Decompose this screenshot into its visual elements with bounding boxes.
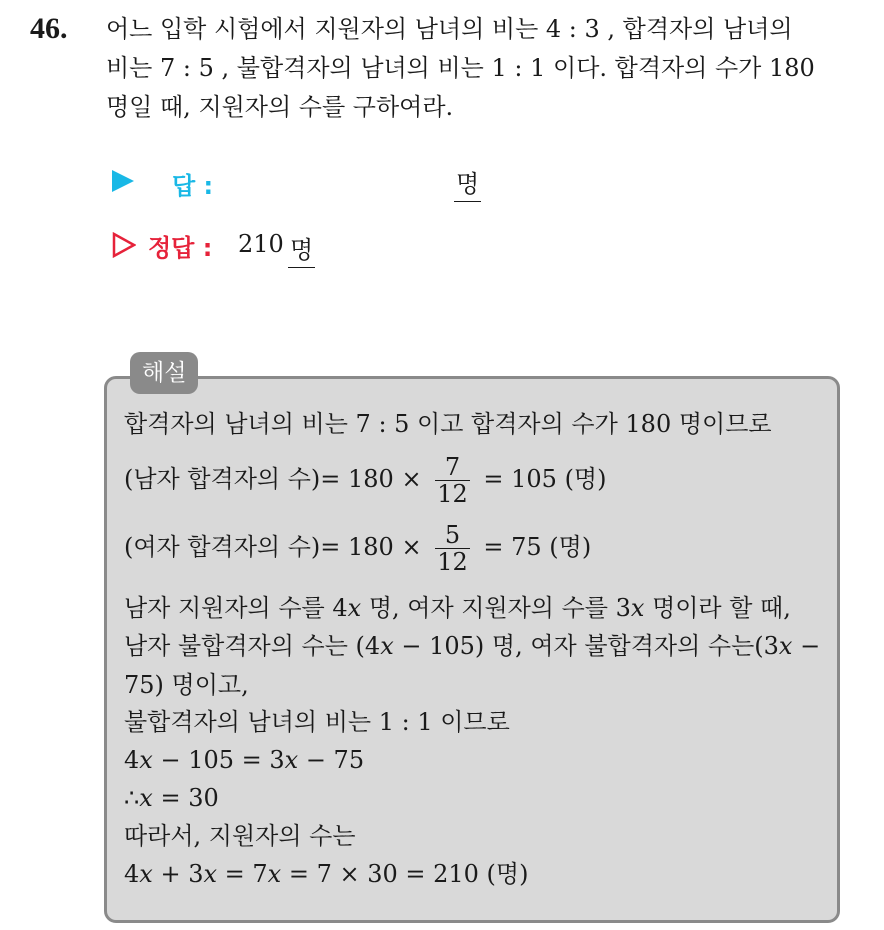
answer-blank-unit[interactable]: 명	[454, 164, 481, 202]
text-run: − 75	[298, 746, 365, 774]
text-run: −	[792, 632, 821, 660]
fraction	[435, 522, 470, 575]
text-run: 4	[124, 860, 140, 888]
variable-x: x	[267, 860, 282, 888]
answer-row	[112, 162, 612, 202]
explanation-line-3	[124, 522, 591, 575]
outline-arrow-icon	[112, 232, 136, 258]
text-run: = 30	[152, 784, 219, 812]
text-run: 명, 여자 지원자의 수를 3	[361, 594, 631, 622]
explanation-line-7: 불합격자의 남녀의 비는 1 : 1 이므로	[124, 708, 510, 736]
explanation-line-1: 합격자의 남녀의 비는 7 : 5 이고 합격자의 수가 180 명이므로	[124, 410, 772, 438]
text-run: + 3	[152, 860, 204, 888]
variable-x: x	[203, 860, 218, 888]
fraction-numerator: 5	[435, 522, 470, 549]
explanation-line-6: 75) 명이고,	[124, 671, 249, 699]
variable-x: x	[139, 746, 153, 774]
question-line: 어느 입학 시험에서 지원자의 남녀의 비는 4 : 3 , 합격자의 남녀의	[106, 15, 793, 43]
fraction-denominator: 12	[437, 480, 468, 508]
correct-answer-unit: 명	[288, 230, 315, 268]
text-run: 남자 불합격자의 수는 (4	[124, 632, 381, 660]
play-arrow-icon	[112, 170, 134, 192]
variable-x: x	[380, 632, 394, 660]
correct-answer-row	[112, 226, 612, 266]
explanation-line-11	[124, 858, 528, 890]
question-line: 명일 때, 지원자의 수를 구하여라.	[106, 93, 454, 121]
variable-x: x	[347, 594, 362, 622]
text-run: 명이라 할 때,	[644, 594, 791, 622]
question-text	[106, 10, 866, 127]
correct-answer-value: 210	[238, 230, 284, 258]
expr-suffix: = 105 (명)	[483, 465, 607, 493]
correct-answer-label: 정답 :	[148, 234, 213, 262]
text-run: 4	[124, 746, 140, 774]
fraction-denominator: 12	[437, 548, 468, 576]
expr-suffix: = 75 (명)	[483, 533, 592, 561]
explanation-line-10: 따라서, 지원자의 수는	[124, 822, 356, 850]
variable-x: x	[630, 594, 645, 622]
question-number: 46.	[30, 12, 68, 45]
variable-x: x	[778, 632, 793, 660]
variable-x: x	[284, 746, 299, 774]
explanation-line-5	[124, 630, 820, 662]
text-run: − 105) 명, 여자 불합격자의 수는(3	[393, 632, 779, 660]
variable-x: x	[139, 784, 153, 812]
fraction-numerator: 7	[435, 454, 470, 481]
explanation-line-9	[124, 782, 219, 814]
explanation-line-8	[124, 744, 364, 776]
text-run: − 105 = 3	[152, 746, 285, 774]
explanation-line-2	[124, 454, 606, 507]
fraction	[435, 454, 470, 507]
therefore-symbol: ∴	[124, 784, 140, 812]
text-run: 남자 지원자의 수를 4	[124, 594, 348, 622]
expr-prefix: (여자 합격자의 수)= 180 ×	[124, 533, 422, 561]
expr-prefix: (남자 합격자의 수)= 180 ×	[124, 465, 422, 493]
text-run: = 7	[217, 860, 268, 888]
variable-x: x	[139, 860, 153, 888]
text-run: = 7 × 30 = 210 (명)	[281, 860, 529, 888]
explanation-line-4	[124, 592, 791, 624]
question-line: 비는 7 : 5 , 불합격자의 남녀의 비는 1 : 1 이다. 합격자의 수가 180	[106, 54, 815, 82]
explanation-tag: 해설	[130, 352, 198, 394]
answer-label: 답 :	[172, 172, 214, 200]
